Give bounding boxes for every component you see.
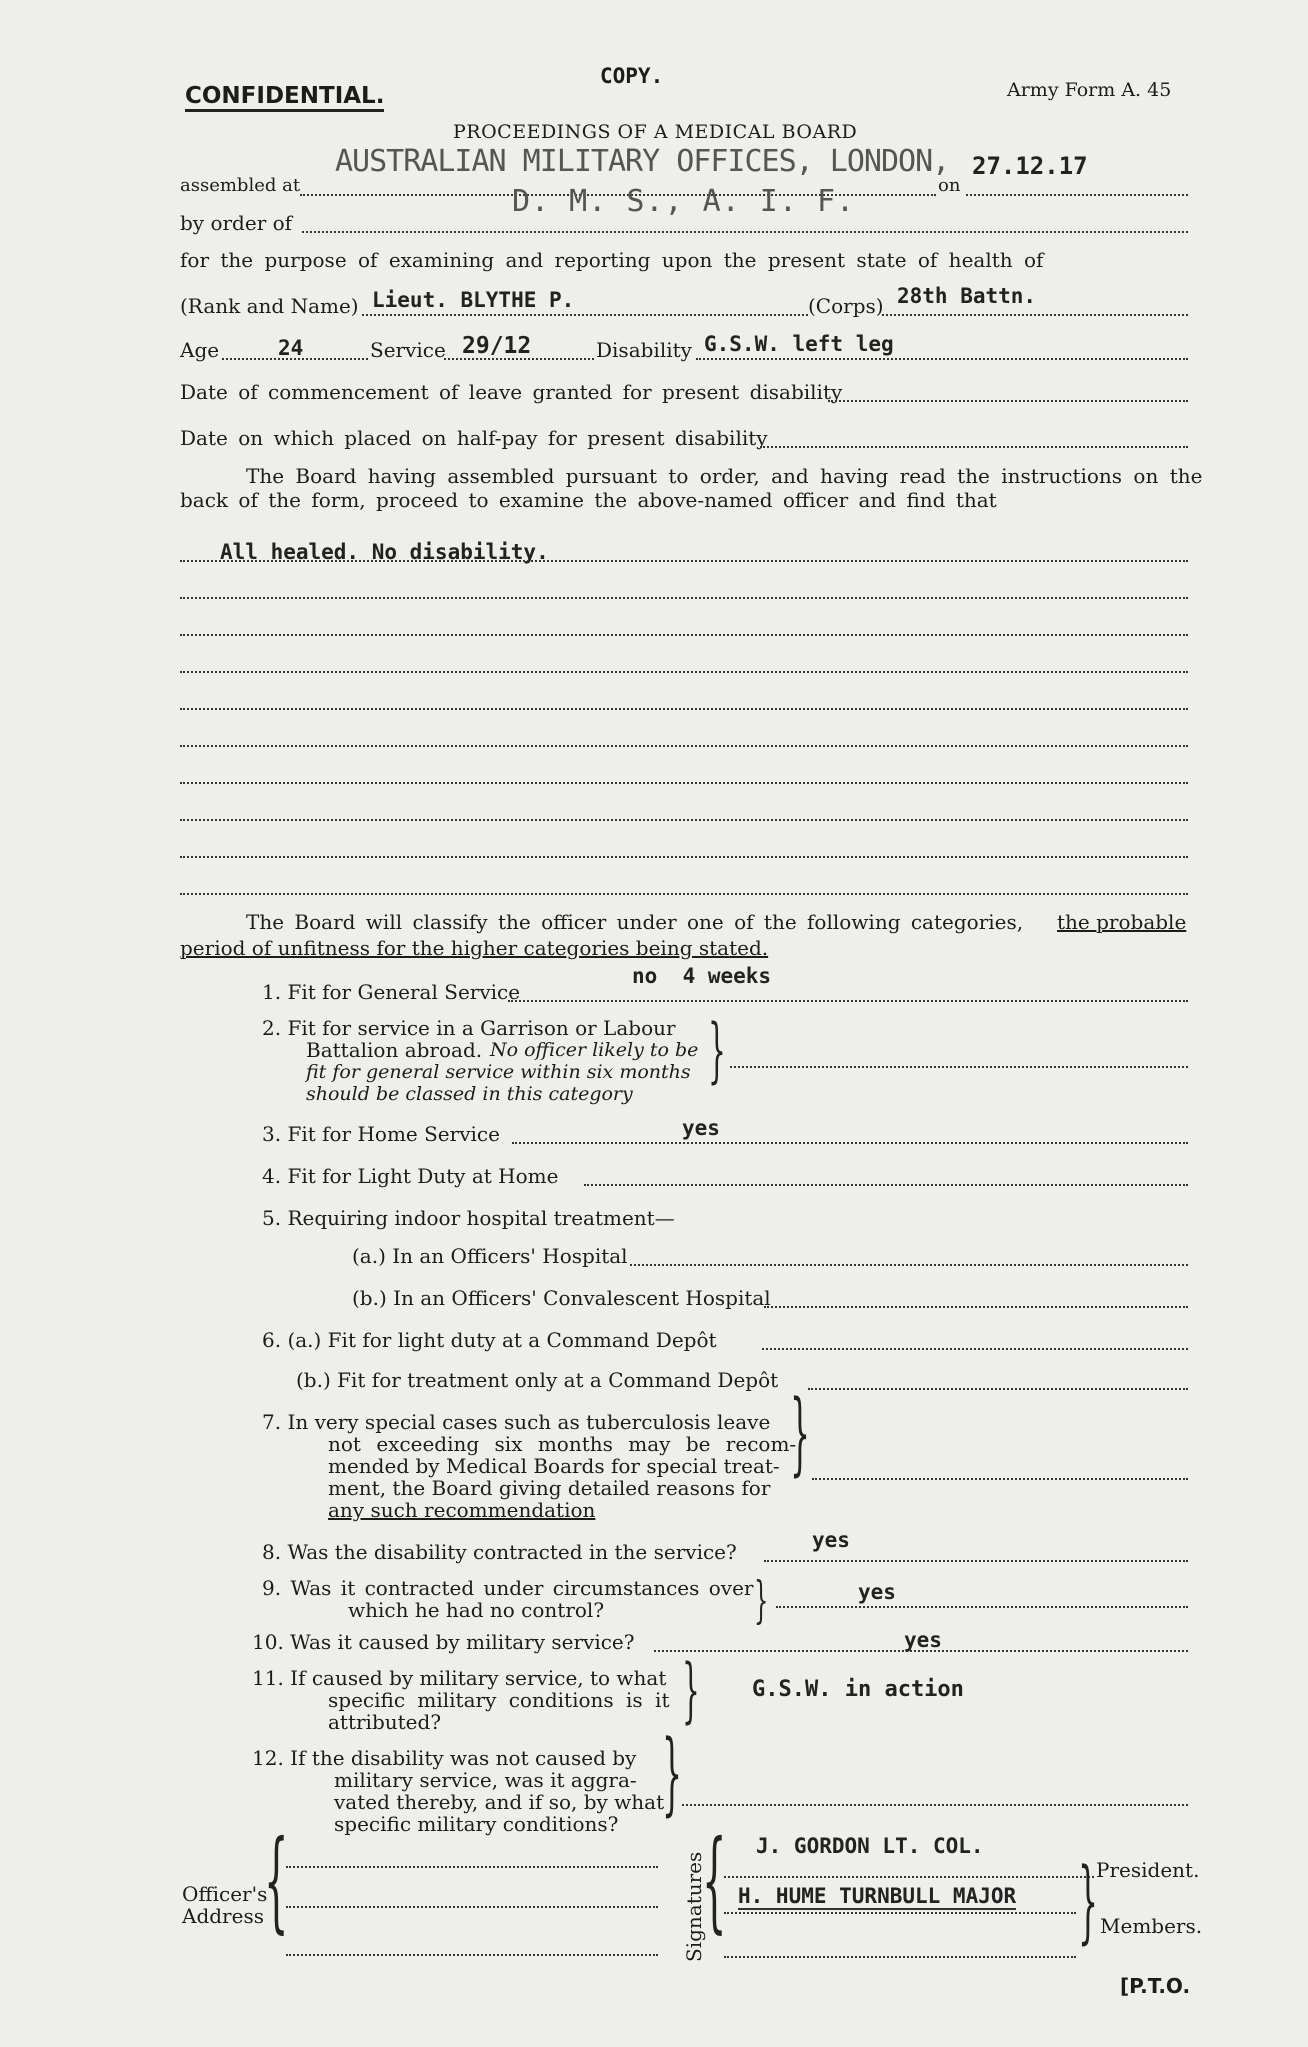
question-12-line-4: specific military conditions? — [334, 1812, 619, 1836]
category-7-line-4: ment, the Board giving detailed reasons for — [328, 1476, 771, 1500]
question-8-label: 8. Was the disability contracted in the service? — [262, 1540, 737, 1564]
question-10-label: 10. Was it caused by military service? — [252, 1630, 635, 1654]
finding-line-6 — [180, 745, 1188, 747]
category-2-note-3: should be classed in this category — [306, 1083, 633, 1105]
signatures-brace: { — [702, 1816, 727, 1944]
category-2-note-1: No officer likely to be — [490, 1039, 699, 1061]
disability-label: Disability — [596, 338, 692, 362]
board-intro-line-2: back of the form, proceed to examine the above-named officer and find that — [180, 488, 997, 512]
confidential-heading: CONFIDENTIAL. — [185, 84, 384, 112]
leave-label: Date of commencement of leave granted for present disability — [180, 380, 843, 404]
category-6a-label: 6. (a.) Fit for light duty at a Command Depôt — [262, 1328, 717, 1352]
assembled-label: assembled at — [180, 175, 301, 196]
category-6a-line — [762, 1348, 1188, 1350]
copy-mark: COPY. — [600, 64, 664, 88]
finding-line-10 — [180, 893, 1188, 895]
members-label: Members. — [1100, 1914, 1203, 1938]
category-3-line — [512, 1142, 1188, 1144]
category-7-line-1: 7. In very special cases such as tuberculosis leave — [262, 1410, 771, 1434]
page-title: PROCEEDINGS OF A MEDICAL BOARD — [453, 121, 858, 143]
classify-intro-line-2: period of unfitness for the higher categories being stated. — [180, 936, 769, 960]
signatures-label: Signatures — [682, 1851, 706, 1962]
member-line-2 — [724, 1956, 1076, 1958]
question-9-line-1: 9. Was it contracted under circumstances over — [262, 1576, 754, 1600]
category-5-label: 5. Requiring indoor hospital treatment— — [262, 1206, 675, 1230]
question-11-line-2: specific military conditions is it — [328, 1688, 670, 1712]
category-4-line — [584, 1184, 1188, 1186]
finding-line-5 — [180, 708, 1188, 710]
finding-line-2 — [180, 597, 1188, 599]
question-8-line — [764, 1560, 1188, 1562]
rank-name-value: Lieut. BLYTHE P. — [372, 288, 575, 312]
category-3-value: yes — [682, 1116, 720, 1140]
question-9-line-2: which he had no control? — [348, 1598, 605, 1622]
officers-address-line-2 — [286, 1906, 658, 1908]
category-2-line-2: Battalion abroad. — [306, 1038, 483, 1062]
category-5b-line — [764, 1306, 1188, 1308]
leave-line — [828, 400, 1188, 402]
category-6b-label: (b.) Fit for treatment only at a Command Depôt — [296, 1368, 779, 1392]
category-2-line — [730, 1066, 1188, 1068]
finding-line-9 — [180, 856, 1188, 858]
finding-line-7 — [180, 782, 1188, 784]
age-value: 24 — [278, 336, 304, 360]
category-1-line — [508, 1000, 1188, 1002]
finding-line-4 — [180, 671, 1188, 673]
corps-label: (Corps) — [808, 294, 884, 318]
question-12-line-3: vated thereby, and if so, by what — [334, 1790, 665, 1814]
question-10-value: yes — [904, 1628, 942, 1652]
category-1-value: no 4 weeks — [632, 964, 772, 988]
officers-address-brace: { — [264, 1816, 289, 1944]
category-7-line — [812, 1478, 1188, 1480]
category-7-line-5: any such recommendation — [328, 1498, 596, 1522]
question-12-brace: } — [662, 1721, 683, 1826]
rank-name-label: (Rank and Name) — [180, 294, 359, 318]
category-7-line-2: not exceeding six months may be recom- — [328, 1432, 797, 1456]
question-11-line-3: attributed? — [328, 1710, 442, 1734]
members-brace: } — [1078, 1849, 1099, 1954]
question-9-brace: } — [754, 1571, 769, 1629]
question-9-value: yes — [858, 1580, 896, 1604]
question-12-line — [682, 1804, 1188, 1806]
officers-address-line-1 — [286, 1866, 658, 1868]
president-line — [724, 1876, 1094, 1878]
category-4-label: 4. Fit for Light Duty at Home — [262, 1164, 559, 1188]
purpose-text: for the purpose of examining and reporting upon the present state of health of — [180, 248, 1044, 272]
category-5a-label: (a.) In an Officers' Hospital — [352, 1244, 628, 1268]
disability-line — [696, 358, 1188, 360]
finding-line-3 — [180, 634, 1188, 636]
by-order-value: D. M. S., A. I. F. — [512, 184, 856, 219]
classify-intro-line-1a: The Board will classify the officer under one of the following categories, — [246, 910, 1024, 934]
assembled-value: AUSTRALIAN MILITARY OFFICES, LONDON, — [335, 144, 950, 179]
officers-address-label-1: Officer's — [182, 1882, 268, 1906]
corps-line — [882, 314, 1188, 316]
category-3-label: 3. Fit for Home Service — [262, 1122, 500, 1146]
corps-value: 28th Battn. — [897, 284, 1037, 308]
question-12-line-1: 12. If the disability was not caused by — [252, 1746, 637, 1770]
by-order-line — [302, 231, 1188, 233]
category-5a-line — [630, 1264, 1188, 1266]
board-intro-line-1: The Board having assembled pursuant to order, and having read the instructions on the — [246, 464, 1203, 488]
disability-value: G.S.W. left leg — [704, 332, 894, 356]
category-1-label: 1. Fit for General Service — [262, 980, 521, 1004]
rank-name-line — [362, 314, 808, 316]
question-9-line — [776, 1606, 1188, 1608]
service-label: Service — [370, 338, 446, 362]
classify-intro-line-1b: the probable — [1057, 910, 1187, 934]
category-5b-label: (b.) In an Officers' Convalescent Hospital — [352, 1286, 771, 1310]
category-7-brace: } — [790, 1381, 811, 1486]
question-11-line-1: 11. If caused by military service, to what — [252, 1666, 667, 1690]
service-value: 29/12 — [462, 333, 532, 359]
finding-line-8 — [180, 819, 1188, 821]
officers-address-label-2: Address — [182, 1904, 264, 1928]
halfpay-label: Date on which placed on half-pay for present disability — [180, 426, 768, 450]
question-8-value: yes — [812, 1528, 850, 1552]
category-2-note-2: fit for general service within six months — [306, 1061, 691, 1083]
member-name: H. HUME TURNBULL MAJOR — [738, 1884, 1017, 1908]
on-date-value: 27.12.17 — [972, 152, 1088, 180]
category-6b-line — [808, 1388, 1188, 1390]
finding-line-1 — [180, 560, 1188, 562]
age-label: Age — [180, 338, 220, 362]
category-7-line-3: mended by Medical Boards for special treat- — [328, 1454, 780, 1478]
on-label: on — [938, 175, 961, 196]
by-order-label: by order of — [180, 211, 293, 235]
on-line — [966, 194, 1188, 196]
member-line-1 — [724, 1912, 1076, 1914]
question-11-value: G.S.W. in action — [752, 1677, 964, 1702]
officers-address-line-3 — [286, 1954, 658, 1956]
form-number: Army Form A. 45 — [1007, 79, 1172, 101]
president-name: J. GORDON LT. COL. — [756, 1834, 984, 1858]
question-11-brace: } — [682, 1649, 700, 1731]
category-2-line-1: 2. Fit for service in a Garrison or Labour — [262, 1016, 676, 1040]
question-12-line-2: military service, was it aggra- — [334, 1768, 637, 1792]
finding-value: All healed. No disability. — [220, 540, 549, 564]
halfpay-line — [760, 446, 1188, 448]
pto-mark: [P.T.O. — [1120, 1974, 1191, 1998]
category-2-brace: } — [708, 1009, 726, 1091]
president-label: President. — [1096, 1858, 1200, 1882]
